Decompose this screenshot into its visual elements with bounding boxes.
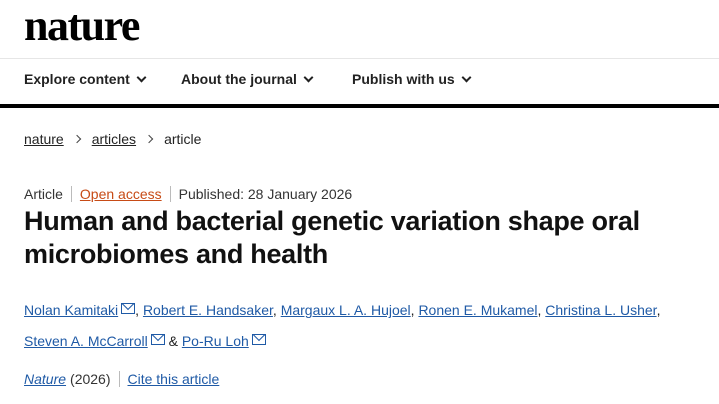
breadcrumb-current: article [164,131,202,147]
nav-explore-content-label: Explore content [24,71,130,87]
breadcrumb [24,131,201,147]
nav-about-journal-label: About the journal [181,71,297,87]
author-separator: , [410,302,419,318]
meta-divider [170,186,171,202]
author-separator: & [164,333,182,349]
article-title: Human and bacterial genetic variation shape oral microbiomes and health [24,206,640,269]
nav-divider [0,104,719,108]
author-link[interactable]: Steven A. McCarroll [24,333,148,349]
cite-this-article-link[interactable]: Cite this article [127,371,220,387]
nav-explore-content[interactable] [24,71,145,87]
email-icon[interactable] [121,303,135,314]
breadcrumb-articles[interactable]: articles [91,131,137,147]
author-separator: , [272,302,281,318]
author-list [24,295,714,357]
open-access-link[interactable]: Open access [79,186,162,202]
published-date: Published: 28 January 2026 [178,186,353,202]
nav-about-journal[interactable] [181,71,312,87]
author-link[interactable]: Robert E. Handsaker [142,302,273,318]
chevron-right-icon [72,135,80,143]
meta-divider [71,186,72,202]
chevron-right-icon [145,135,153,143]
author-separator: , [537,302,546,318]
author-link[interactable]: Christina L. Usher [545,302,657,318]
email-icon[interactable] [252,334,266,345]
chevron-down-icon [461,72,471,82]
nav-publish-with-us-label: Publish with us [352,71,455,87]
author-link[interactable]: Nolan Kamitaki [24,302,119,318]
author-link[interactable]: Ronen E. Mukamel [418,302,538,318]
chevron-down-icon [303,72,313,82]
chevron-down-icon [136,72,146,82]
author-separator: , [135,302,143,318]
main-nav [0,58,719,100]
nature-logo[interactable]: nature [24,1,139,50]
nav-publish-with-us[interactable] [352,71,470,87]
breadcrumb-nature[interactable]: nature [24,131,64,147]
author-separator: , [656,302,661,318]
article-meta [24,186,352,202]
citation-year: (2026) [70,371,111,387]
author-link[interactable]: Po-Ru Loh [181,333,249,349]
citation-line [24,371,219,387]
journal-link[interactable]: Nature [24,371,67,387]
article-type: Article [24,186,63,202]
email-icon[interactable] [151,334,165,345]
citation-divider [119,371,120,387]
author-link[interactable]: Margaux L. A. Hujoel [280,302,411,318]
